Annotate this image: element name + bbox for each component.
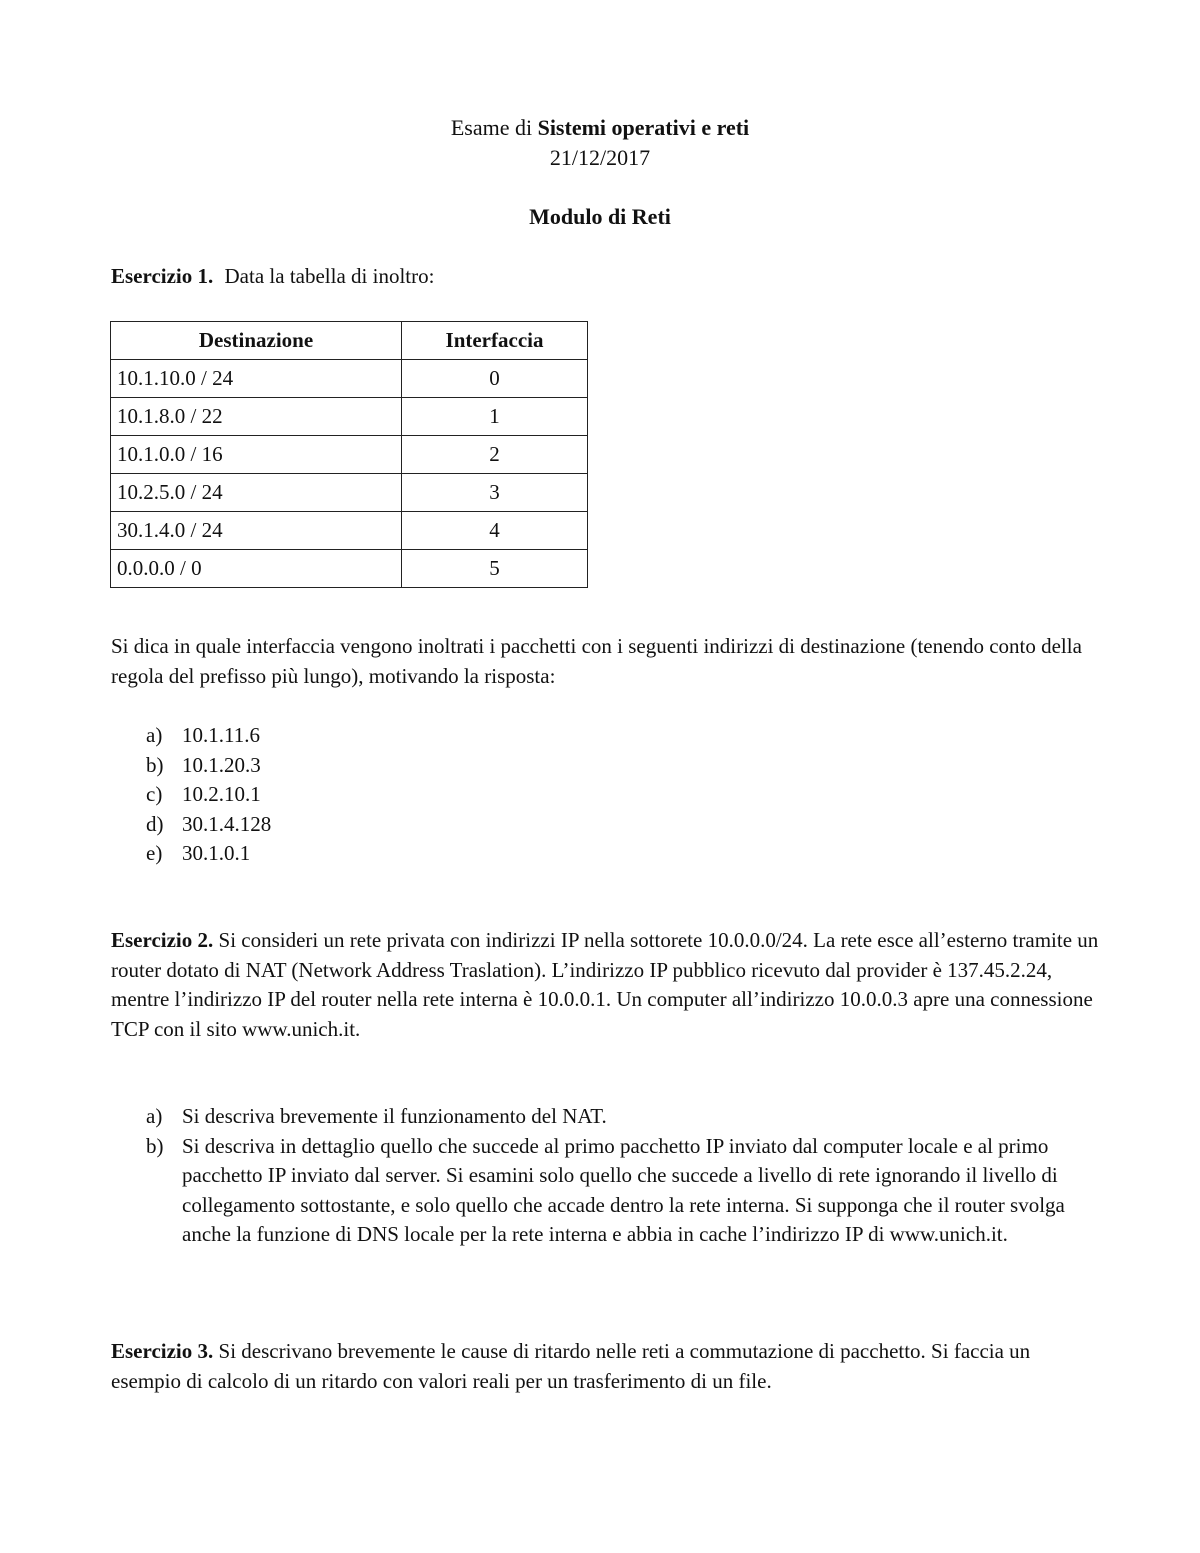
exercise-3-text [111,1337,1101,1396]
destination-cell: 10.2.5.0 / 24 [111,474,402,512]
destination-cell: 10.1.8.0 / 22 [111,398,402,436]
exercise-3-label: Esercizio 3. [111,1339,214,1363]
exercise-2-label: Esercizio 2. [111,928,214,952]
column-header-destination: Destinazione [111,322,402,360]
exam-title-prefix: Esame di [450,115,538,140]
exercise-1-intro [111,264,434,289]
list-item [146,839,1086,869]
module-title: Modulo di Reti [529,204,671,229]
interface-cell: 2 [402,436,588,474]
list-item [146,780,1086,810]
list-marker: b) [146,1133,164,1158]
list-item [146,810,1086,840]
destination-cell: 10.1.10.0 / 24 [111,360,402,398]
list-item-text: 30.1.4.128 [182,811,272,836]
list-item-text: 30.1.0.1 [182,841,251,865]
list-marker: b) [146,752,164,777]
list-item-text: 10.1.11.6 [182,723,260,747]
table-row [111,436,588,474]
interface-cell: 3 [402,474,588,512]
table-row [111,512,588,550]
exam-title [0,113,1200,143]
interface-cell: 0 [402,360,588,398]
exam-date: 21/12/2017 [549,145,651,170]
exercise-1-intro-text: Data la tabella di inoltro: [224,264,435,288]
interface-cell: 1 [402,398,588,436]
exercise-1-label: Esercizio 1. [111,264,214,288]
list-item [146,1132,1086,1250]
list-marker: d) [146,811,164,836]
exam-subject: Sistemi operativi e reti [537,115,750,140]
list-marker: c) [146,782,163,806]
list-item [146,751,1086,781]
table-row [111,474,588,512]
destination-cell: 0.0.0.0 / 0 [111,550,402,588]
table-header-row [111,322,588,360]
list-marker: a) [146,723,163,747]
destination-cell: 30.1.4.0 / 24 [111,512,402,550]
exam-header [0,113,1200,173]
exercise-2-body: Si consideri un rete privata con indirizzi IP nella sottorete 10.0.0.0/24. La rete esce all’esterno tramite un router dotato di NAT (Network Address Traslation). L’indirizzo IP pubblico ricevuto dal provider è 137.45.2.24, mentre l’indirizzo IP del router nella rete interna è 10.0.0.1. Un computer all’indirizzo 10.0.0.3 apre una connessione TCP con il sito www.unich.it. [111,928,1099,1041]
exercise-2-question-list [146,1102,1086,1250]
column-header-interface: Interfaccia [402,322,588,360]
exercise-1-question: Si dica in quale interfaccia vengono inoltrati i pacchetti con i seguenti indirizzi di destinazione (tenendo conto della regola del prefisso più lungo), motivando la risposta: [111,634,1082,688]
list-marker: e) [146,841,163,865]
forwarding-table [110,321,588,588]
table-row [111,550,588,588]
table-row [111,398,588,436]
list-marker: a) [146,1104,163,1128]
interface-cell: 5 [402,550,588,588]
interface-cell: 4 [402,512,588,550]
destination-cell: 10.1.0.0 / 16 [111,436,402,474]
list-item-text: Si descriva in dettaglio quello che succede al primo pacchetto IP inviato dal computer locale e al primo pacchetto IP inviato dal server. Si esamini solo quello che succede a livello di rete ignorando il livello di collegamento sottostante, e solo quello che accade dentro la rete interna. Si supponga che il router svolga anche la funzione di DNS locale per la rete interna e abbia in cache l’indirizzo IP di www.unich.it. [182,1133,1065,1246]
list-item [146,721,1086,751]
list-item [146,1102,1086,1132]
list-item-text: 10.1.20.3 [182,752,261,777]
exercise-2-text [111,926,1101,1044]
list-item-text: 10.2.10.1 [182,782,261,806]
list-item-text: Si descriva brevemente il funzionamento del NAT. [182,1104,607,1128]
exercise-3-body: Si descrivano brevemente le cause di ritardo nelle reti a commutazione di pacchetto. Si faccia un esempio di calcolo di un ritardo con valori reali per un trasferimento di un file. [111,1339,1031,1393]
table-row [111,360,588,398]
exercise-1-address-list [146,721,1086,869]
